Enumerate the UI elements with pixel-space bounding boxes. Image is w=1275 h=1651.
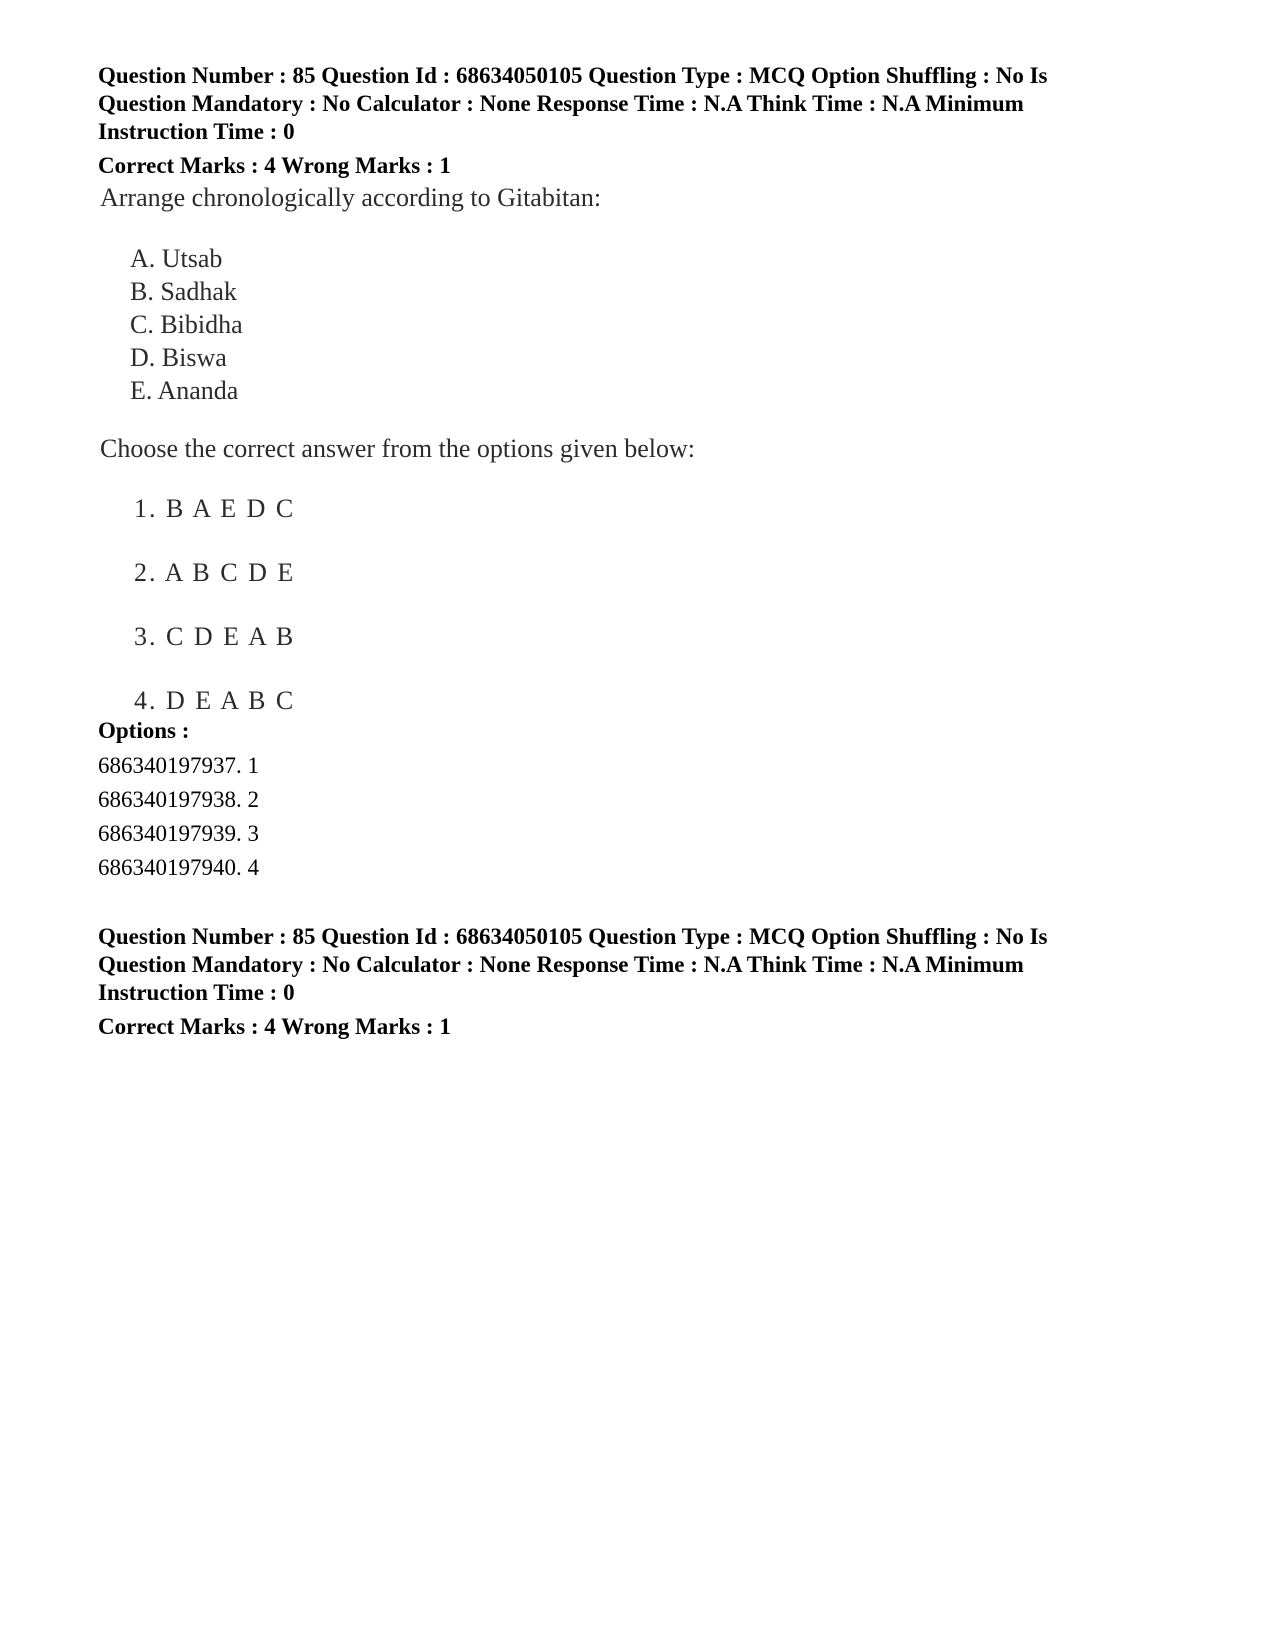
options-heading: Options : (98, 718, 190, 743)
question-meta (98, 923, 1178, 1007)
list-item: A. Utsab (130, 244, 223, 273)
choice-item: 2. A B C D E (134, 558, 296, 587)
item-list (98, 242, 1178, 407)
question-block-1 (98, 62, 1178, 885)
question-block-2 (98, 923, 1178, 1041)
list-item: E. Ananda (130, 376, 239, 405)
marks-info: Correct Marks : 4 Wrong Marks : 1 (98, 1014, 451, 1039)
marks-info: Correct Marks : 4 Wrong Marks : 1 (98, 153, 451, 178)
choice-item: 3. C D E A B (134, 622, 296, 651)
question-meta-line-3: Instruction Time : 0 (98, 119, 295, 144)
question-page (98, 62, 1178, 1041)
option-item: 686340197939. 3 (98, 821, 259, 846)
question-meta-line-3: Instruction Time : 0 (98, 980, 295, 1005)
choice-list (98, 493, 1178, 717)
question-stem: Arrange chronologically according to Gitabitan: (100, 183, 602, 212)
option-item: 686340197937. 1 (98, 753, 259, 778)
choice-item: 1. B A E D C (134, 494, 296, 523)
option-item: 686340197940. 4 (98, 855, 259, 880)
list-item: C. Bibidha (130, 310, 243, 339)
question-content (98, 182, 1178, 717)
question-meta-line-1: Question Number : 85 Question Id : 68634050105 Question Type : MCQ Option Shuffling : No Is (98, 63, 1048, 88)
question-meta-line-2: Question Mandatory : No Calculator : None Response Time : N.A Think Time : N.A Minimum (98, 91, 1024, 116)
option-item: 686340197938. 2 (98, 787, 259, 812)
question-meta-line-1: Question Number : 85 Question Id : 68634050105 Question Type : MCQ Option Shuffling : No Is (98, 924, 1048, 949)
list-item: D. Biswa (130, 343, 227, 372)
option-list (98, 749, 1178, 885)
choice-item: 4. D E A B C (134, 686, 296, 715)
question-meta-line-2: Question Mandatory : No Calculator : None Response Time : N.A Think Time : N.A Minimum (98, 952, 1024, 977)
list-item: B. Sadhak (130, 277, 237, 306)
question-meta (98, 62, 1178, 146)
answer-instruction: Choose the correct answer from the options given below: (100, 434, 695, 463)
